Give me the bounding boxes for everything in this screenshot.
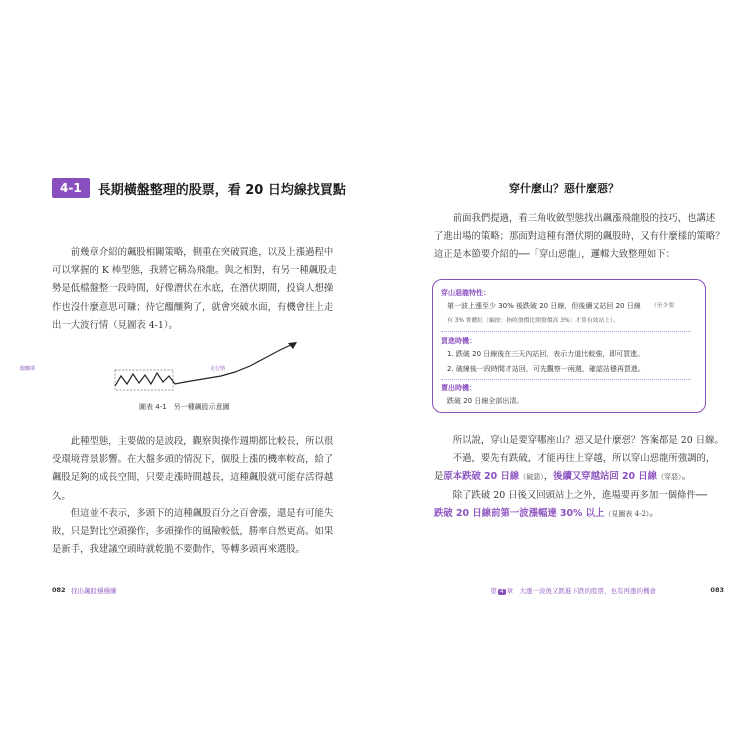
right-paragraph-1 <box>434 210 725 265</box>
figure-illustration <box>105 340 305 402</box>
left-paragraph-3 <box>52 505 334 560</box>
text-fragment: 。 <box>649 507 659 519</box>
box-line: 跌破 20 日線全部出清。 <box>447 397 524 405</box>
box-line: 第一波上漲至少 30% 後跌破 20 日線，但後續又站回 20 日線 <box>447 302 641 310</box>
chapter-suffix: 章 <box>506 587 513 595</box>
box-title-sell: 賣出時機： <box>441 384 476 392</box>
price-line <box>115 344 293 386</box>
right-heading: 穿什麼山？惡什麼惡？ <box>509 182 619 195</box>
right-paragraph-2 <box>434 432 724 523</box>
text-line: 但這並不表示，多頭下的這種飆股百分之百會漲，還是有可能失 <box>70 508 334 519</box>
text-line: 除了跌破 20 日後又回頭站上之外，進場要再多加一個條件── <box>452 489 707 501</box>
text-line: 此種型態，主要做的是波段，觀察與操作週期都比較長，所以很 <box>70 436 334 447</box>
text-line-highlight <box>434 468 706 486</box>
text-line: 作也沒什麼意思可賺；待它醞釀夠了，就會突破水面，有機會往上走 <box>52 301 334 313</box>
left-page-number: 082 <box>52 586 66 594</box>
text-line: 這正是本節要介紹的──「穿山惡龍」，邏輯大致整理如下： <box>434 249 675 261</box>
highlight-text: 後續又穿越站回 20 日線 <box>553 471 658 483</box>
chapter-badge: 4 <box>500 589 504 595</box>
figure-label-trend: 走行情 <box>210 366 226 372</box>
left-paragraph-1 <box>52 244 337 335</box>
box-line: 1. 跌破 20 日線後在三天內站回，表示力道比較強，即可買進。 <box>447 350 645 358</box>
left-running-head: 找出飆股穩穩賺 <box>71 587 117 595</box>
box-note: 有 3% 實體紅〔編按：指收盤價比開盤價高 3%〕才算有效站上）。 <box>447 318 619 324</box>
text-line: 所以說，穿山是要穿哪座山？惡又是什麼惡？答案都是 20 日線。 <box>452 435 724 446</box>
text-fragment: ， <box>543 471 554 483</box>
text-line: 勢是低檔盤整一段時間，好像潛伏在水底，在潛伏期間，投資人想操 <box>52 283 334 295</box>
chapter-prefix: 第 <box>490 587 497 595</box>
note-text: （穿惡） <box>657 473 682 482</box>
figure-label-box: 醞釀期 <box>20 366 36 372</box>
section-heading <box>52 178 346 198</box>
box-title-buy: 買進時機： <box>441 337 476 345</box>
box-note: （至少要 <box>651 303 675 309</box>
box-line: 2. 破線後一段時間才站回，可先觀察一兩週，確認站穩再買進。 <box>447 365 645 373</box>
strategy-box <box>432 279 706 413</box>
text-line: 前幾章介紹的飆股相關策略，側重在突破買進，以及上漲過程中 <box>70 247 334 258</box>
text-fragment: 。 <box>681 471 691 483</box>
section-title: 長期橫盤整理的股票，看 20 日均線找買點 <box>97 182 346 198</box>
box-divider <box>441 331 691 332</box>
box-title-traits: 穿山惡龍特性： <box>441 289 490 297</box>
figure-4-1 <box>105 340 305 402</box>
text-line: 是新手，我建議空頭時就乾脆不要動作，等轉多頭再來選股。 <box>52 544 306 556</box>
text-fragment: 是 <box>434 471 444 483</box>
text-line: 受環境背景影響。在大盤多頭的情況下，個股上漲的機率較高，給了 <box>52 454 334 466</box>
right-running-head <box>491 586 657 595</box>
figure-caption: 圖表 4-1 另一種飆股示意圖 <box>139 403 230 411</box>
text-line: 出一大波行情（見圖表 4-1）。 <box>52 319 178 331</box>
note-text: （見圖表 4-2） <box>604 509 650 518</box>
left-paragraph-2 <box>52 433 334 506</box>
text-line: 可以掌握的 K 棒型態，我將它稱為飛龍。與之相對，有另一種飆股走 <box>52 265 337 277</box>
box-divider <box>441 379 691 380</box>
highlight-text: 原本跌破 20 日線 <box>443 471 520 483</box>
text-line: 飆股足夠的成長空間，只要走漲時間越長，這種飆股就可能存活得越 <box>52 472 334 484</box>
highlight-text: 跌破 20 日線前第一波漲幅達 30% 以上 <box>434 507 605 519</box>
text-line: 前面我們提過，看三角收斂型態找出飆漲飛龍股的技巧，也講述 <box>452 213 716 224</box>
text-line: 了進出場的策略；那面對這種有潛伏期的飆股時，又有什麼樣的策略？ <box>434 231 725 243</box>
section-badge: 4-1 <box>52 178 90 198</box>
running-head-text: 大漲一波後又跌進下跌的股票，也有再漲的機會 <box>519 587 656 595</box>
text-line: 敗，只是對比空頭操作，多頭操作的風險較低，勝率自然更高。如果 <box>52 526 334 538</box>
text-line-highlight <box>434 505 706 523</box>
note-text: （破惡） <box>519 473 544 482</box>
right-page-number: 083 <box>710 586 724 594</box>
text-line: 久。 <box>52 490 71 502</box>
text-line: 不過，要先有跌破，才能再往上穿越，所以穿山惡龍所強調的， <box>452 453 716 465</box>
